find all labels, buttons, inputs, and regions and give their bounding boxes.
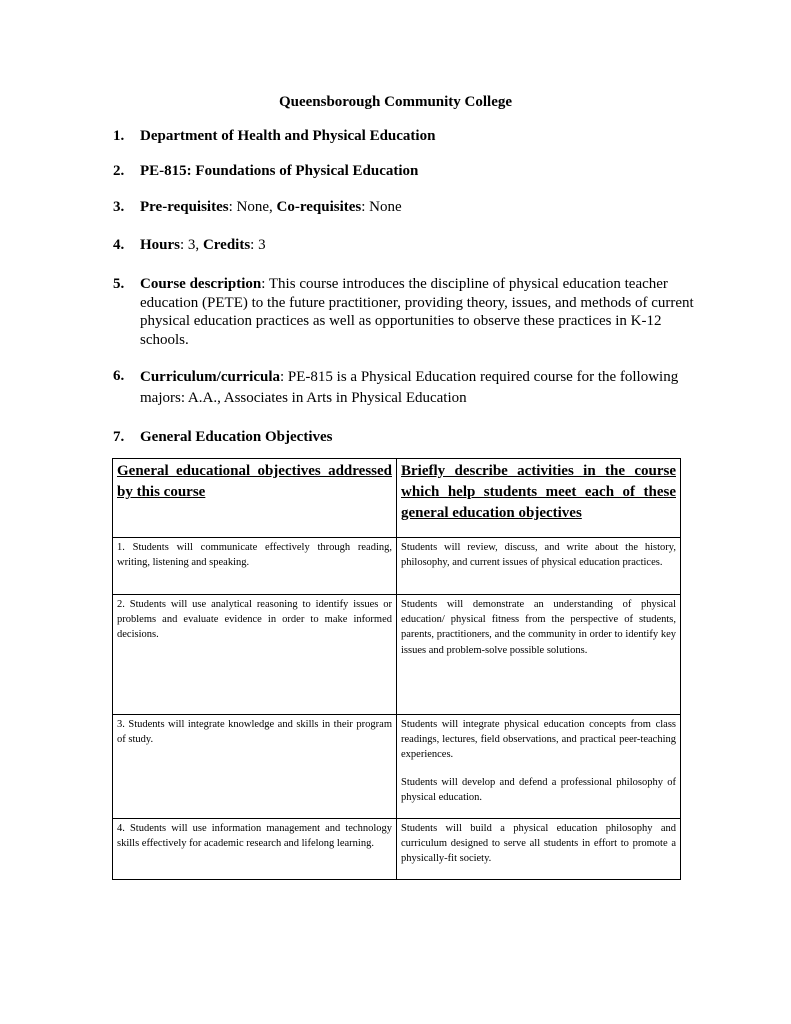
credits-value: : 3 [250, 237, 266, 253]
activities-cell [397, 538, 681, 595]
hours-value: : 3, [180, 237, 203, 253]
activity-text: Students will develop and defend a professional philosophy of physical education. [401, 776, 676, 803]
activities-cell [397, 819, 681, 880]
item-curriculum [113, 367, 703, 409]
activity-text: Students will build a physical education philosophy and curriculum designed to serve all students in effort to promote a physically-fit society. [401, 823, 676, 865]
gen-ed-objectives-heading: General Education Objectives [140, 429, 333, 445]
item-course-title [113, 162, 703, 181]
table-row [113, 715, 681, 819]
prerequisites-value: : None, [228, 199, 277, 215]
hours-credits-line [140, 236, 703, 255]
item-department [113, 127, 703, 146]
activities-cell [397, 595, 681, 715]
activity-text: Students will demonstrate an understanding of physical education/ physical fitness from the perspective of students, parents, practitioners, and the community in order to identify key issues and problem-solve possible solutions. [401, 599, 676, 656]
table-row [113, 538, 681, 595]
item-number: 3. [113, 199, 125, 215]
item-hours-credits [113, 236, 703, 255]
college-title: Queensborough Community College [278, 94, 513, 110]
activity-text: Students will review, discuss, and write about the history, philosophy, and current issues of physical education practices. [401, 542, 676, 569]
credits-label: Credits [202, 237, 251, 253]
header-activities: Briefly describe activities in the course which help students meet each of these general education objectives [397, 459, 681, 538]
header-objectives: General educational objectives addressed by this course [113, 459, 397, 538]
objective-cell: 1. Students will communicate effectively through reading, writing, listening and speaking. [113, 538, 397, 595]
item-course-description [113, 275, 703, 349]
item-number: 5. [113, 276, 125, 292]
requisites-line [140, 198, 703, 217]
course-description-text: : This course introduces the discipline of physical education teacher education (PETE) to the future practitioner, providing theory, issues, and methods of current physical education practices as well as opportunities to observe these practices in K-12 schools. [140, 276, 694, 348]
corequisites-label: Co-requisites [276, 199, 362, 215]
department-name: Department of Health and Physical Education [140, 128, 436, 144]
item-number: 2. [113, 163, 125, 179]
objective-cell: 3. Students will integrate knowledge and skills in their program of study. [113, 715, 397, 819]
objective-cell: 2. Students will use analytical reasoning to identify issues or problems and evaluate evidence in order to make informed decisions. [113, 595, 397, 715]
curriculum-text: : PE-815 is a Physical Education required course for the following majors: A.A., Associates in Arts in Physical Education [140, 369, 679, 406]
item-number: 1. [113, 128, 125, 144]
corequisites-value: : None [361, 199, 402, 215]
table-header-row [113, 459, 681, 538]
course-description-label: Course description [140, 276, 262, 292]
course-title: PE-815: Foundations of Physical Education [140, 163, 419, 179]
item-number: 7. [113, 429, 125, 445]
item-number: 6. [113, 368, 125, 384]
curriculum-label: Curriculum/curricula [140, 369, 280, 385]
prerequisites-label: Pre-requisites [140, 199, 229, 215]
item-gen-ed-objectives [113, 428, 703, 447]
objective-cell: 4. Students will use information management and technology skills effectively for academic research and lifelong learning. [113, 819, 397, 880]
course-description [140, 275, 703, 349]
item-number: 4. [113, 237, 125, 253]
table-row [113, 819, 681, 880]
item-requisites [113, 198, 703, 217]
activity-text: Students will integrate physical education concepts from class readings, lectures, field observations, and practical peer-teaching experiences. [401, 719, 676, 761]
objectives-table [112, 458, 681, 880]
hours-label: Hours [140, 237, 181, 253]
table-row [113, 595, 681, 715]
activities-cell [397, 715, 681, 819]
curriculum [140, 367, 703, 409]
